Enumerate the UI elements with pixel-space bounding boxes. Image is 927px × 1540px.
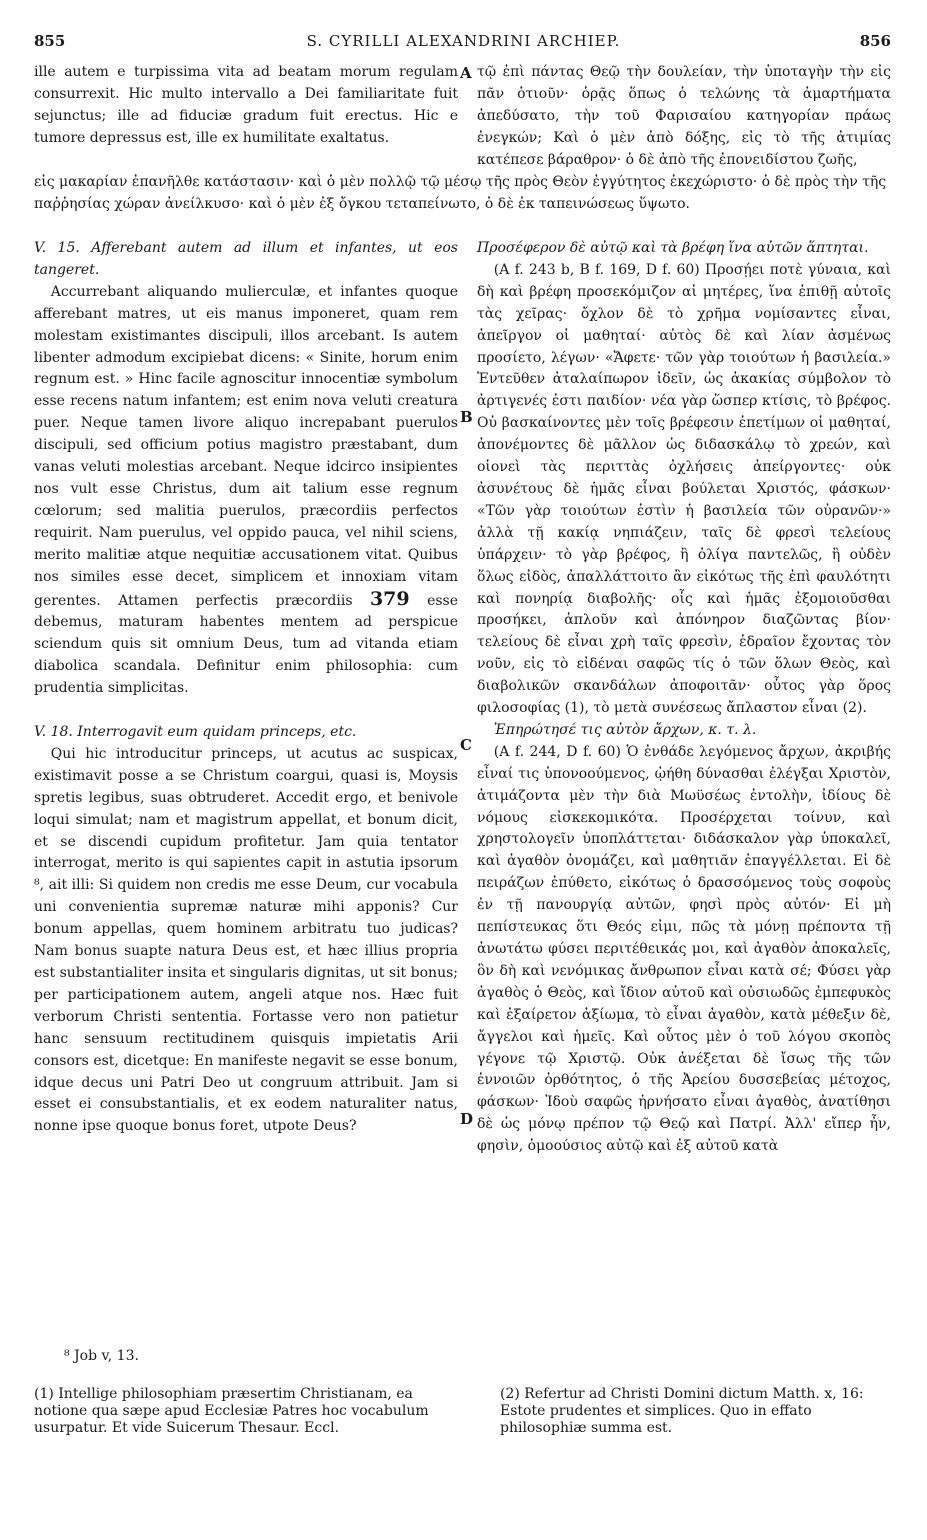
running-title: S. CYRILLI ALEXANDRINI ARCHIEP. — [306, 32, 621, 50]
margin-mark-b: B — [460, 408, 473, 426]
greek-section2-body: (A f. 244, D f. 60) Ὁ ἐνθάδε λεγόμενος ἄρχων, ἀκριβής εἶναί τις ὑπονοούμενος, ᾠήθη δύνασθαι ἐλέγξαι Χριστὸν, ἀτιμάζοντα μὲν τὴν διὰ Μωϋσέως ἐντολὴν, ἰδίους δὲ νόμους εἰσκεκομικότα. Προσέρχεται τοίνυν, καὶ χρηστολογεῖν ὑποπλάττεται· διδάσκαλον γὰρ ὑποκαλεῖ, καὶ ἀγαθὸν ὀνομάζει, καὶ μαθητιᾶν ἐπαγγέλλεται. Εἰ δὲ πειράζων ἐπύθετο, εἰκότως ὁ δρασσόμενος τοὺς σοφοὺς ἐν τῇ πανουργίᾳ αὐτῶν, φησὶ πρὸς αὐτόν· Εἰ μὴ πεπίστευκας ὅτι Θεός εἰμι, πῶς τὰ μόνῃ πρέποντα τῇ ἀνωτάτω φύσει περιτέθεικάς μοι, καὶ ἀγαθὸν ἀποκαλεῖς, ὃν δὴ καὶ νενόμικας ἄνθρωπον εἶναι κατὰ σέ; Φύσει γὰρ ἀγαθὸς ὁ Θεὸς, καὶ ἴδιον αὐτοῦ καὶ οὐσιωδῶς ἐμπεφυκὸς καὶ ἐξαίρετον ἀξίωμα, τὸ εἶναι ἀγαθὸν, κατὰ μέθεξιν δὲ, ἄγγελοι καὶ ἡμεῖς. Καὶ οὗτος μὲν ὁ τοῦ λόγου σκοπὸς γέγονε τῷ Χριστῷ. Οὐκ ἀνέξεται δὲ ἴσως τῆς τῶν ἐννοιῶν ὀρθότητος, ὁ τῆς Ἀρείου δυσσεβείας μέτοχος, φάσκων· Ἰδοὺ σαφῶς ἠρνήσατο εἶναι ἀγαθὸς, ἀνατίθησι δὲ ὡς μόνῳ πρέπον τῷ Θεῷ καὶ Πατρί. Ἀλλ' εἴπερ ἦν, φησὶν, ὁμοούσιος αὐτῷ καὶ ἐξ αὐτοῦ κατὰ — [477, 743, 891, 1155]
greek-section1-heading: Προσέφερον δὲ αὐτῷ καὶ τὰ βρέφη ἵνα αὐτῶν ἅπτηται. — [477, 240, 869, 256]
greek-section2-heading: Ἐπηρώτησέ τις αὐτὸν ἄρχων, κ. τ. λ. — [493, 721, 757, 738]
margin-mark-d: D — [460, 1110, 474, 1128]
latin-section1-body: Accurrebant aliquando mulierculæ, et infantes quoque afferebant matres, ut eis manus imponeret, quam rem molestam existimantes discipuli, illos arcebant. Is autem libenter admodum excipiebat dicens: « Sinite, horum enim regnum est. » Hinc facile agnoscitur innocentiæ symbolum esse recens natum infantem; est enim nova veluti creatura puer. Neque tamen livore aliquo increpabant puerulos discipuli, sed officium potius magistro præstabant, dum vanas veluti molestias arcebant. Neque idcirco insipientes nos vult esse Christus, dum ait talium esse regnum cœlorum; sed malitia puerulos, præcordiis perfectos requirit. Nam puerulus, vel oppido pauca, vel nihil sciens, merito malitiæ atque nequitiæ accusationem vitat. Quibus nos similes esse decet, simplicem et innoxiam vitam gerentes. Attamen perfectis præcordiis 379 esse debemus, maturam habentes mentem ad perspicue sciendum quis sit omnium Deus, tum ad vitanda etiam diabolica scandala. Definitur enim philosophia: cum prudentia simplicitas. — [34, 283, 459, 697]
latin-intro-text: ille autem e turpissima vita ad beatam morum regulam consurrexit. Hic multo intervallo a Dei familiaritate fuit sejunctus; ille ad fiduciæ gradum fuit erectus. Hic e tumore depressus est, ille ex humilitate exaltatus. — [34, 64, 458, 146]
latin-column-intro — [34, 62, 458, 150]
footnote-1: (1) Intellige philosophiam præsertim Christianam, ea notione qua sæpe apud Ecclesiæ Patres hoc vocabulum usurpatur. Et vide Suicerum Thesaur. Eccl. — [34, 1386, 429, 1436]
latin-section1-heading: V. 15. Afferebant autem ad illum et infantes, ut eos tangeret. — [34, 240, 458, 278]
footnote-ref-8: ⁸ Job v, 13. — [64, 1348, 139, 1364]
latin-section2-heading: V. 18. Interrogavit eum quidam princeps, etc. — [34, 724, 357, 741]
page-header — [0, 32, 927, 56]
greek-full-width-text: εἰς μακαρίαν ἐπανῆλθε κατάστασιν· καὶ ὁ μὲν πολλῷ τῷ μέσῳ τῆς πρὸς Θεὸν ἐγγύτητος ἐκεχώριστο· ὁ δὲ πρὸς τὴν τῆς παῤῥησίας χώραν ἀνείλκυσο· καὶ ὁ μὲν ἐξ ὄγκου τεταπείνωτο, ὁ δὲ ἐκ ταπεινώσεως ὕψωτο. — [34, 174, 887, 212]
latin-section2-body: Qui hic introducitur princeps, ut acutus ac suspicax, existimavit posse a se Christum coargui, quasi is, Moysis spretis legibus, suas obtruderet. Accedit ergo, et benivole loqui simulat; nam et magistrum appellat, et bonum dicit, et se discendi cupidum profitetur. Jam quia tentator interrogat, merito is qui sapientes capit in astutia ipsorum ⁸, ait illi: Si quidem non credis me esse Deum, cur vocabula uni convenientia supremæ naturæ mihi apponis? Cur bonum appellas, quem hominem arbitratu tuo judicas? Nam bonus suapte natura Deus est, et hæc illius propria est substantialiter insita et singularis dignitas, ut sit bonus; per participationem autem, angeli atque nos. Hæc fuit verborum Christi sententia. Fortasse vero non patietur hanc sensuum rectitudinem quisquis impietatis Arii consors est, dicetque: En manifeste negavit se esse bonum, idque decus uni Patri Deo ut congruum attribuit. Jam si esset ei consubstantialis, et ex eodem naturaliter natus, nonne ipse quoque bonus foret, utpote Deus? — [34, 745, 458, 1135]
greek-section1-body: (A f. 243 b, B f. 169, D f. 60) Προσῄει ποτὲ γύναια, καὶ δὴ καὶ βρέφη προσεκόμιζον αἱ μητέρες, ἵνα ἐπιθῇ αὐτοῖς τὰς χεῖρας· ὄχλον δὲ τὸ χρῆμα νομίσαντες εἶναι, ἀπεῖργον οἱ μαθηταί· αὐτὸς δὲ καὶ λίαν ἀσμένως προσίετο, λέγων· «Ἄφετε· τῶν γὰρ τοιούτων ἡ βασιλεία.» Ἐντεῦθεν ἀταλαίπωρον ἰδεῖν, ὡς ἀκακίας σύμβολον τὸ ἀρτιγενές ἐστι παιδίον· νέα γὰρ ὥσπερ κτίσις, τὸ βρέφος. Οὐ βασκαίνοντες μὲν τοῖς βρέφεσιν ἐπετίμων οἱ μαθηταί, ἀπονέμοντες δὲ μᾶλλον ὡς διδασκάλῳ τὸ χρεών, καὶ οἱονεὶ τὰς περιττὰς ὀχλήσεις ἀπείργοντες· οὐκ ἀσυνέτους δὲ ἡμᾶς εἶναι βούλεται Χριστός, φάσκων· «Τῶν γὰρ τοιούτων ἐστὶν ἡ βασιλεία τῶν οὐρανῶν·» ἀλλὰ τῇ κακίᾳ νηπιάζειν, ταῖς δὲ φρεσὶ τελείους ὑπάρχειν· τὸ γὰρ βρέφος, ἢ ὀλίγα παντελῶς, ἢ οὐδὲν ὅλως εἰδὸς, ἀπαλλάττοιτο ἂν εἰκότως τῆς ἐπὶ φαυλότητι καὶ πονηρίᾳ διαβολῆς· οἷς καὶ ἡμᾶς ἐξομοιοῦσθαι προσήκει, ἁπλοῦν καὶ ἀπόνηρον διαζῶντας βίον· τελείους δὲ εἶναι χρὴ ταῖς φρεσὶν, ἑδραῖον ἔχοντας τὸν νοῦν, εἰς τὸ εἰδέναι σαφῶς τίς ὁ τῶν ὅλων Θεὸς, καὶ διαβολικῶν σκανδάλων ἀποφοιτᾶν· οὗτος γὰρ ὅρος φιλοσοφίας (1), τὸ μετὰ συνέσεως ἄπλαστον εἶναι (2). — [477, 261, 891, 717]
page-number-left: 855 — [34, 32, 66, 50]
greek-intro-text: τῷ ἐπὶ πάντας Θεῷ τὴν δουλείαν, τὴν ὑποταγὴν τὴν εἰς πᾶν ὁτιοῦν· ὁρᾷς ὅπως ὁ τελώνης τὰ ἁμαρτήματα ἀπεδύσατο, τὴν τοῦ Φαρισαίου κατηγορίαν πράως ἐνεγκών; Καὶ ὁ μὲν ἀπὸ δόξης, εἰς τὸ τῆς ἀτιμίας κατέπεσε βάραθρον· ὁ δὲ ἀπὸ τῆς ἐπονειδίστου ζωῆς, — [477, 64, 891, 168]
footnote-2: (2) Refertur ad Christi Domini dictum Matth. x, 16: Estote prudentes et simplices. Quo in effato philosophiæ summa est. — [500, 1386, 864, 1436]
margin-mark-a: A — [460, 64, 472, 82]
column-number: 379 — [369, 587, 410, 610]
latin-column — [34, 238, 458, 1138]
page-number-right: 856 — [859, 32, 891, 50]
greek-column — [477, 238, 891, 1158]
greek-full-width-passage — [34, 172, 891, 216]
greek-column-intro — [477, 62, 891, 172]
margin-mark-c: C — [460, 736, 472, 754]
